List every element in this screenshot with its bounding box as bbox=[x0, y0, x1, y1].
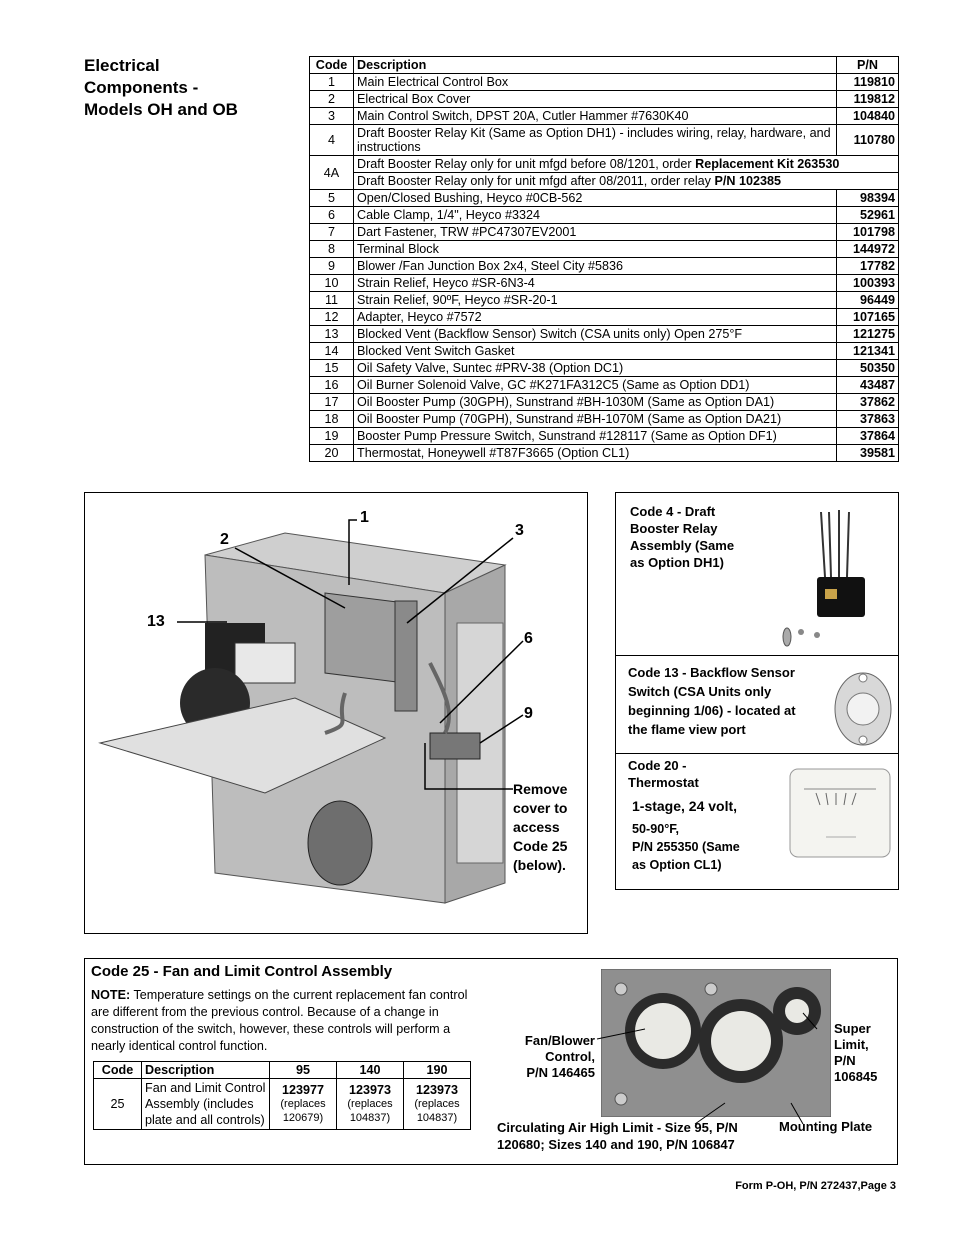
header-code: Code bbox=[94, 1062, 142, 1079]
label-line: as Option CL1) bbox=[632, 858, 722, 872]
fan-control-label bbox=[505, 1033, 595, 1081]
row-code: 3 bbox=[310, 108, 354, 125]
row-pn: 107165 bbox=[837, 309, 899, 326]
note-text: Temperature settings on the current replacement fan control are different from the previous control. Because of a change in construction of the switch, however, these controls will perform a nearly identical control function. bbox=[91, 988, 468, 1053]
pn-95-cell bbox=[270, 1079, 337, 1130]
replaces-190: (replaces 104837) bbox=[414, 1098, 460, 1124]
callout-2: 2 bbox=[220, 531, 229, 548]
header-pn: P/N bbox=[837, 57, 899, 74]
table-row bbox=[310, 173, 899, 190]
heater-photo-panel bbox=[84, 492, 588, 934]
label-line: Switch (CSA Units only bbox=[628, 684, 772, 699]
table-row bbox=[310, 343, 899, 360]
page-footer: Form P-OH, P/N 272437,Page 3 bbox=[735, 1180, 896, 1192]
code20-title bbox=[628, 757, 699, 791]
header-size-190: 190 bbox=[404, 1062, 471, 1079]
row-pn: 50350 bbox=[837, 360, 899, 377]
row-code: 19 bbox=[310, 428, 354, 445]
label-line: Super bbox=[834, 1021, 871, 1036]
remove-cover-note bbox=[513, 780, 567, 875]
label-line: Code 13 - Backflow Sensor bbox=[628, 665, 795, 680]
code25-table bbox=[93, 1061, 471, 1130]
row-description: Main Control Switch, DPST 20A, Cutler Hammer #7630K40 bbox=[354, 108, 837, 125]
row-code: 14 bbox=[310, 343, 354, 360]
label-line: as Option DH1) bbox=[630, 555, 724, 570]
note-line: cover to bbox=[513, 800, 568, 816]
row-code: 4 bbox=[310, 125, 354, 156]
label-line: Control, bbox=[545, 1049, 595, 1064]
code25-title: Code 25 - Fan and Limit Control Assembly bbox=[91, 963, 393, 980]
row-code: 15 bbox=[310, 360, 354, 377]
note-label: NOTE: bbox=[91, 988, 131, 1002]
row-code: 7 bbox=[310, 224, 354, 241]
label-line: P/N bbox=[834, 1053, 856, 1068]
backflow-sensor-image bbox=[832, 669, 894, 749]
row-pn: 52961 bbox=[837, 207, 899, 224]
header-description: Description bbox=[142, 1062, 270, 1079]
label-line: 120680; Sizes 140 and 190, P/N 106847 bbox=[497, 1137, 735, 1152]
row-pn: 121341 bbox=[837, 343, 899, 360]
label-line: P/N 146465 bbox=[526, 1065, 595, 1080]
row-pn: 100393 bbox=[837, 275, 899, 292]
row-code: 13 bbox=[310, 326, 354, 343]
row-pn: 101798 bbox=[837, 224, 899, 241]
code4-label bbox=[630, 503, 734, 571]
label-line: P/N 255350 (Same bbox=[632, 840, 740, 854]
pn-140: 123973 bbox=[348, 1083, 392, 1097]
row-description: Blower /Fan Junction Box 2x4, Steel City #5836 bbox=[354, 258, 837, 275]
row-code: 16 bbox=[310, 377, 354, 394]
row-code: 11 bbox=[310, 292, 354, 309]
row-description: Dart Fastener, TRW #PC47307EV2001 bbox=[354, 224, 837, 241]
thermostat-image bbox=[786, 765, 894, 861]
row-description bbox=[354, 173, 899, 190]
row-description: Terminal Block bbox=[354, 241, 837, 258]
label-line: Code 20 - bbox=[628, 758, 687, 773]
row-code: 20 bbox=[310, 445, 354, 462]
desc-bold: Replacement Kit 263530 bbox=[695, 157, 840, 171]
row-pn: 98394 bbox=[837, 190, 899, 207]
section-heading bbox=[84, 55, 284, 121]
table-row bbox=[310, 108, 899, 125]
control-box bbox=[325, 593, 405, 683]
label-line: Booster Relay bbox=[630, 521, 718, 536]
table-row bbox=[310, 445, 899, 462]
label-line: Assembly (Same bbox=[630, 538, 735, 553]
table-row bbox=[310, 258, 899, 275]
row-pn: 17782 bbox=[837, 258, 899, 275]
label-line: the flame view port bbox=[628, 722, 746, 737]
note-line: Remove bbox=[513, 781, 568, 797]
row-description: Blocked Vent Switch Gasket bbox=[354, 343, 837, 360]
callout-6: 6 bbox=[524, 630, 533, 647]
heading-line: Components - bbox=[84, 78, 199, 97]
heater-illustration bbox=[85, 493, 587, 933]
code20-spec: 1-stage, 24 volt, bbox=[632, 798, 738, 814]
row-description: Main Electrical Control Box bbox=[354, 74, 837, 91]
label-line: Circulating Air High Limit - Size 95, P/N bbox=[497, 1120, 738, 1135]
row-description: Oil Burner Solenoid Valve, GC #K271FA312C5 (Same as Option DD1) bbox=[354, 377, 837, 394]
row-code: 9 bbox=[310, 258, 354, 275]
label-line: Code 4 - Draft bbox=[630, 504, 716, 519]
row-description: Adapter, Heyco #7572 bbox=[354, 309, 837, 326]
table-row bbox=[310, 394, 899, 411]
label-line: beginning 1/06) - located at bbox=[628, 703, 796, 718]
row-pn: 121275 bbox=[837, 326, 899, 343]
code25-note bbox=[91, 987, 471, 1055]
row-code: 6 bbox=[310, 207, 354, 224]
table-row bbox=[310, 292, 899, 309]
header-description: Description bbox=[354, 57, 837, 74]
table-row bbox=[310, 360, 899, 377]
row-pn: 119810 bbox=[837, 74, 899, 91]
heading-line: Models OH and OB bbox=[84, 100, 238, 119]
header-size-95: 95 bbox=[270, 1062, 337, 1079]
label-line: Thermostat bbox=[628, 775, 699, 790]
row-code: 4A bbox=[310, 156, 354, 190]
row-description: Oil Booster Pump (30GPH), Sunstrand #BH-1030M (Same as Option DA1) bbox=[354, 394, 837, 411]
pn-95: 123977 bbox=[281, 1083, 325, 1097]
row-pn: 104840 bbox=[837, 108, 899, 125]
row-description: Strain Relief, Heyco #SR-6N3-4 bbox=[354, 275, 837, 292]
header-code: Code bbox=[310, 57, 354, 74]
row-pn: 96449 bbox=[837, 292, 899, 309]
row-pn: 39581 bbox=[837, 445, 899, 462]
row-description: Oil Booster Pump (70GPH), Sunstrand #BH-1070M (Same as Option DA21) bbox=[354, 411, 837, 428]
desc-text: Draft Booster Relay only for unit mfgd after 08/2011, order relay bbox=[357, 174, 715, 188]
row-pn: 37864 bbox=[837, 428, 899, 445]
burner-relay bbox=[235, 643, 295, 683]
code25-panel bbox=[84, 958, 898, 1165]
table-row bbox=[310, 207, 899, 224]
row-description: Oil Safety Valve, Suntec #PRV-38 (Option DC1) bbox=[354, 360, 837, 377]
header-size-140: 140 bbox=[337, 1062, 404, 1079]
row-code: 5 bbox=[310, 190, 354, 207]
row-description: Booster Pump Pressure Switch, Sunstrand #128117 (Same as Option DF1) bbox=[354, 428, 837, 445]
table-header-row bbox=[310, 57, 899, 74]
callout-9: 9 bbox=[524, 705, 533, 722]
row-code: 8 bbox=[310, 241, 354, 258]
table-row bbox=[310, 377, 899, 394]
table-row bbox=[310, 74, 899, 91]
table-row bbox=[94, 1079, 471, 1130]
desc-text: Draft Booster Relay only for unit mfgd before 08/1201, order bbox=[357, 157, 696, 171]
label-line: 106845 bbox=[834, 1069, 878, 1084]
table-header-row bbox=[94, 1062, 471, 1079]
table-row bbox=[310, 326, 899, 343]
callout-1: 1 bbox=[360, 509, 369, 526]
row-code: 17 bbox=[310, 394, 354, 411]
mounting-plate-label: Mounting Plate bbox=[779, 1119, 873, 1134]
row-code: 10 bbox=[310, 275, 354, 292]
row-pn: 110780 bbox=[837, 125, 899, 156]
row-description: Cable Clamp, 1/4", Heyco #3324 bbox=[354, 207, 837, 224]
table-row bbox=[310, 224, 899, 241]
pn-140-cell bbox=[337, 1079, 404, 1130]
super-limit-label bbox=[834, 1021, 877, 1085]
note-line: (below). bbox=[513, 857, 566, 873]
row-description bbox=[354, 156, 899, 173]
parts-table bbox=[309, 56, 899, 462]
table-row bbox=[310, 91, 899, 108]
table-row bbox=[310, 275, 899, 292]
table-row bbox=[310, 190, 899, 207]
row-description: Open/Closed Bushing, Heyco #0CB-562 bbox=[354, 190, 837, 207]
replaces-95: (replaces 120679) bbox=[280, 1098, 326, 1124]
table-row bbox=[310, 309, 899, 326]
relay-label bbox=[825, 589, 837, 599]
desc-bold: P/N 102385 bbox=[714, 174, 781, 188]
section-divider bbox=[616, 655, 898, 656]
heading-line: Electrical bbox=[84, 56, 160, 75]
table-row bbox=[310, 125, 899, 156]
circulating-limit-label bbox=[497, 1119, 738, 1153]
component-detail-panel bbox=[615, 492, 899, 890]
row-description: Draft Booster Relay Kit (Same as Option DH1) - includes wiring, relay, hardware, and instructions bbox=[354, 125, 837, 156]
row-code: 1 bbox=[310, 74, 354, 91]
row-pn: 43487 bbox=[837, 377, 899, 394]
junction-box bbox=[430, 733, 480, 759]
row-pn: 37863 bbox=[837, 411, 899, 428]
pn-190-cell bbox=[404, 1079, 471, 1130]
row-description: Fan and Limit Control Assembly (includes plate and all controls) bbox=[142, 1079, 270, 1130]
row-description: Blocked Vent (Backflow Sensor) Switch (CSA units only) Open 275°F bbox=[354, 326, 837, 343]
row-pn: 119812 bbox=[837, 91, 899, 108]
row-code: 18 bbox=[310, 411, 354, 428]
row-code: 12 bbox=[310, 309, 354, 326]
parts-table-body bbox=[310, 74, 899, 462]
row-description: Thermostat, Honeywell #T87F3665 (Option CL1) bbox=[354, 445, 837, 462]
code13-label bbox=[628, 663, 796, 739]
blower-wheel bbox=[308, 801, 372, 885]
row-pn: 144972 bbox=[837, 241, 899, 258]
relay-image bbox=[781, 507, 891, 647]
note-line: access bbox=[513, 819, 560, 835]
table-row bbox=[310, 411, 899, 428]
callout-3: 3 bbox=[515, 522, 524, 539]
table-row bbox=[310, 241, 899, 258]
relay-body bbox=[817, 577, 865, 617]
label-line: Fan/Blower bbox=[524, 1033, 595, 1048]
label-line: Limit, bbox=[834, 1037, 869, 1052]
code20-details bbox=[632, 820, 740, 874]
label-line: 50-90°F, bbox=[632, 822, 680, 836]
row-code: 25 bbox=[94, 1079, 142, 1130]
table-row bbox=[310, 156, 899, 173]
row-description: Electrical Box Cover bbox=[354, 91, 837, 108]
pn-190: 123973 bbox=[415, 1083, 459, 1097]
callout-13: 13 bbox=[147, 613, 165, 630]
row-description: Strain Relief, 90ºF, Heyco #SR-20-1 bbox=[354, 292, 837, 309]
row-code: 2 bbox=[310, 91, 354, 108]
section-divider bbox=[616, 753, 898, 754]
replaces-140: (replaces 104837) bbox=[347, 1098, 393, 1124]
row-pn: 37862 bbox=[837, 394, 899, 411]
note-line: Code 25 bbox=[513, 838, 568, 854]
table-row bbox=[310, 428, 899, 445]
